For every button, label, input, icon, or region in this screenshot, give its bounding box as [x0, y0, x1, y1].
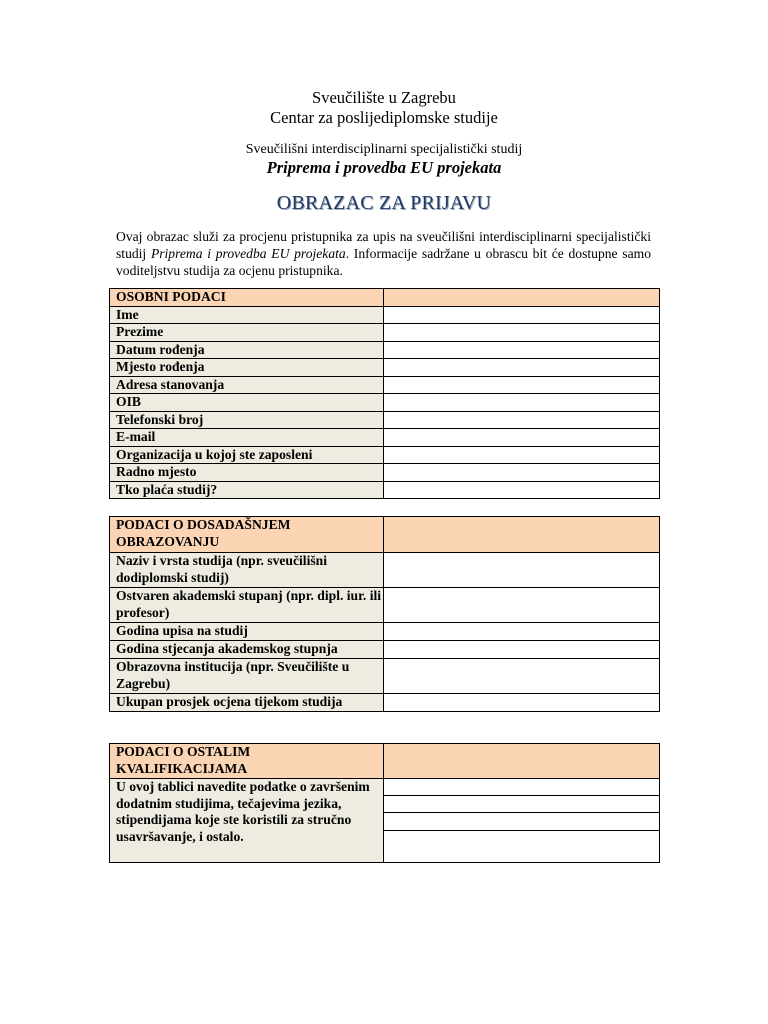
- table-row: [110, 779, 660, 796]
- field-input-prezime[interactable]: [384, 324, 660, 342]
- field-input-organizacija[interactable]: [384, 446, 660, 464]
- header-value-cell: [384, 517, 660, 553]
- personal-data-table: [109, 288, 660, 499]
- field-input-institucija[interactable]: [384, 659, 660, 694]
- field-input-email[interactable]: [384, 429, 660, 447]
- section-header: PODACI O DOSADAŠNJEM OBRAZOVANJU: [110, 517, 384, 553]
- field-label-prosjek: Ukupan prosjek ocjena tijekom studija: [110, 694, 384, 712]
- program-type: Sveučilišni interdisciplinarni specijalistički studij: [245, 142, 523, 157]
- field-label-oib: OIB: [110, 394, 384, 412]
- field-label-akademski-stupanj: Ostvaren akademski stupanj (npr. dipl. iur. ili profesor): [110, 588, 384, 623]
- field-label-ime: Ime: [110, 306, 384, 324]
- table-row: [110, 446, 660, 464]
- field-input-placa-studij[interactable]: [384, 481, 660, 499]
- field-label-telefon: Telefonski broj: [110, 411, 384, 429]
- field-label-mjesto-rodenja: Mjesto rođenja: [110, 359, 384, 377]
- table-row: [110, 694, 660, 712]
- table-row: [110, 359, 660, 377]
- field-label-prezime: Prezime: [110, 324, 384, 342]
- qualifications-instruction: U ovoj tablici navedite podatke o završenim dodatnim studijima, tečajevima jezika, stipendijama koje ste koristili za stručno usavršavanje, i ostalo.: [110, 779, 384, 863]
- table-header-row: [110, 517, 660, 553]
- header-value-cell: [384, 289, 660, 307]
- field-input-kvalifikacija-4[interactable]: [384, 830, 660, 862]
- table-row: [110, 341, 660, 359]
- intro-text-1: Ovaj obrazac služi za procjenu pristupnika za upis na sveučilišni interdisciplinarni specijalistički studij: [116, 229, 651, 261]
- table-row: [110, 641, 660, 659]
- table-row: [110, 553, 660, 588]
- qualifications-table: [109, 743, 660, 863]
- field-label-naziv-studija: Naziv i vrsta studija (npr. sveučilišni dodiplomski studij): [110, 553, 384, 588]
- field-input-godina-upisa[interactable]: [384, 623, 660, 641]
- table-row: [110, 623, 660, 641]
- intro-paragraph: [116, 228, 651, 279]
- field-input-oib[interactable]: [384, 394, 660, 412]
- university-header: [0, 88, 768, 128]
- field-label-institucija: Obrazovna institucija (npr. Sveučilište u Zagrebu): [110, 659, 384, 694]
- field-input-naziv-studija[interactable]: [384, 553, 660, 588]
- field-input-kvalifikacija-2[interactable]: [384, 796, 660, 813]
- field-label-radno-mjesto: Radno mjesto: [110, 464, 384, 482]
- table-row: [110, 429, 660, 447]
- table-row: [110, 481, 660, 499]
- field-input-godina-stjecanja[interactable]: [384, 641, 660, 659]
- section-header: PODACI O OSTALIM KVALIFIKACIJAMA: [110, 744, 384, 779]
- field-label-placa-studij: Tko plaća studij?: [110, 481, 384, 499]
- field-label-email: E-mail: [110, 429, 384, 447]
- header-value-cell: [384, 744, 660, 779]
- table-row: [110, 394, 660, 412]
- field-input-prosjek[interactable]: [384, 694, 660, 712]
- field-input-akademski-stupanj[interactable]: [384, 588, 660, 623]
- university-name: Sveučilište u Zagrebu: [312, 88, 456, 107]
- field-label-godina-upisa: Godina upisa na studij: [110, 623, 384, 641]
- field-input-radno-mjesto[interactable]: [384, 464, 660, 482]
- field-label-organizacija: Organizacija u kojoj ste zaposleni: [110, 446, 384, 464]
- field-input-telefon[interactable]: [384, 411, 660, 429]
- intro-program-italic: Priprema i provedba EU projekata: [150, 246, 346, 261]
- table-row: [110, 376, 660, 394]
- field-input-adresa[interactable]: [384, 376, 660, 394]
- table-row: [110, 659, 660, 694]
- table-row: [110, 306, 660, 324]
- intro-text-2: . Informacije sadržane u obrascu bit će dostupne samo voditeljstvu studija za ocjenu pristupnika.: [116, 246, 651, 278]
- field-input-datum-rodenja[interactable]: [384, 341, 660, 359]
- field-input-kvalifikacija-3[interactable]: [384, 813, 660, 830]
- form-title: OBRAZAC ZA PRIJAVU: [276, 192, 492, 214]
- table-row: [110, 324, 660, 342]
- field-label-adresa: Adresa stanovanja: [110, 376, 384, 394]
- table-header-row: [110, 744, 660, 779]
- field-input-ime[interactable]: [384, 306, 660, 324]
- education-table: [109, 516, 660, 712]
- table-row: [110, 464, 660, 482]
- field-input-mjesto-rodenja[interactable]: [384, 359, 660, 377]
- program-name: Priprema i provedba EU projekata: [266, 158, 502, 177]
- field-label-godina-stjecanja: Godina stjecanja akademskog stupnja: [110, 641, 384, 659]
- table-row: [110, 588, 660, 623]
- field-input-kvalifikacija-1[interactable]: [384, 779, 660, 796]
- table-header-row: [110, 289, 660, 307]
- table-row: [110, 411, 660, 429]
- field-label-datum-rodenja: Datum rođenja: [110, 341, 384, 359]
- section-header: OSOBNI PODACI: [110, 289, 384, 307]
- center-name: Centar za poslijediplomske studije: [270, 108, 498, 127]
